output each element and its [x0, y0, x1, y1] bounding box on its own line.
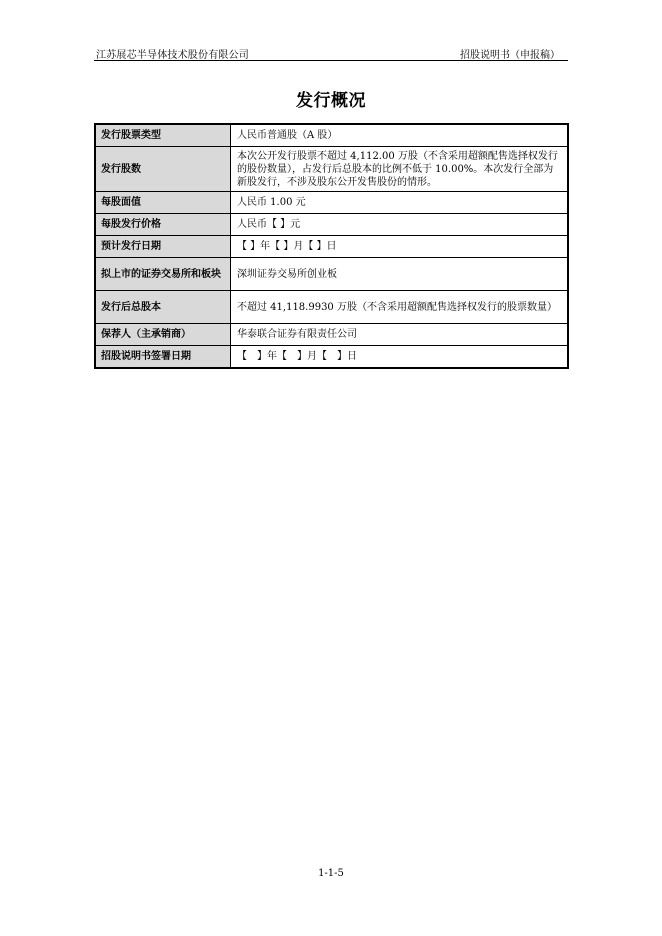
row-label-issue-price: 每股发行价格: [95, 214, 231, 236]
table-row: [95, 258, 568, 291]
row-label-signing-date: 招股说明书签署日期: [95, 346, 231, 369]
row-label-total-capital: 发行后总股本: [95, 291, 231, 324]
page-title: 发行概况: [296, 91, 366, 111]
row-label-sponsor: 保荐人（主承销商）: [95, 324, 231, 346]
row-value-par-value: 人民币 1.00 元: [231, 192, 569, 214]
row-value-stock-type: 人民币普通股（A 股）: [231, 124, 569, 147]
table-row: [95, 147, 568, 192]
row-value-issue-price: 人民币【 】元: [231, 214, 569, 236]
row-value-share-count: 本次公开发行股票不超过 4,112.00 万股（不含采用超额配售选择权发行的股份数量），占发行后总股本的比例不低于 10.00%。本次发行全部为新股发行，不涉及股东公开发售股份的情形。: [231, 147, 569, 192]
table-row: [95, 324, 568, 346]
header-company-name: 江苏展芯半导体技术股份有限公司: [96, 50, 249, 61]
table-row: [95, 236, 568, 258]
table-row: [95, 124, 568, 147]
row-label-par-value: 每股面值: [95, 192, 231, 214]
table-row: [95, 291, 568, 324]
header-document-type: 招股说明书（申报稿）: [460, 50, 560, 61]
table-row: [95, 346, 568, 369]
row-value-exchange: 深圳证券交易所创业板: [231, 258, 569, 291]
row-label-issue-date: 预计发行日期: [95, 236, 231, 258]
row-value-total-capital: 不超过 41,118.9930 万股（不含采用超额配售选择权发行的股票数量）: [231, 291, 569, 324]
issuance-summary-table: [94, 123, 569, 369]
page-number: 1-1-5: [318, 868, 344, 879]
row-value-issue-date: 【 】年【 】月【 】日: [231, 236, 569, 258]
row-label-stock-type: 发行股票类型: [95, 124, 231, 147]
table-row: [95, 192, 568, 214]
row-label-share-count: 发行股数: [95, 147, 231, 192]
row-value-signing-date: 【 】年【 】月【 】日: [231, 346, 569, 369]
header-divider: [94, 60, 568, 61]
row-value-sponsor: 华泰联合证券有限责任公司: [231, 324, 569, 346]
table-row: [95, 214, 568, 236]
row-label-exchange: 拟上市的证券交易所和板块: [95, 258, 231, 291]
